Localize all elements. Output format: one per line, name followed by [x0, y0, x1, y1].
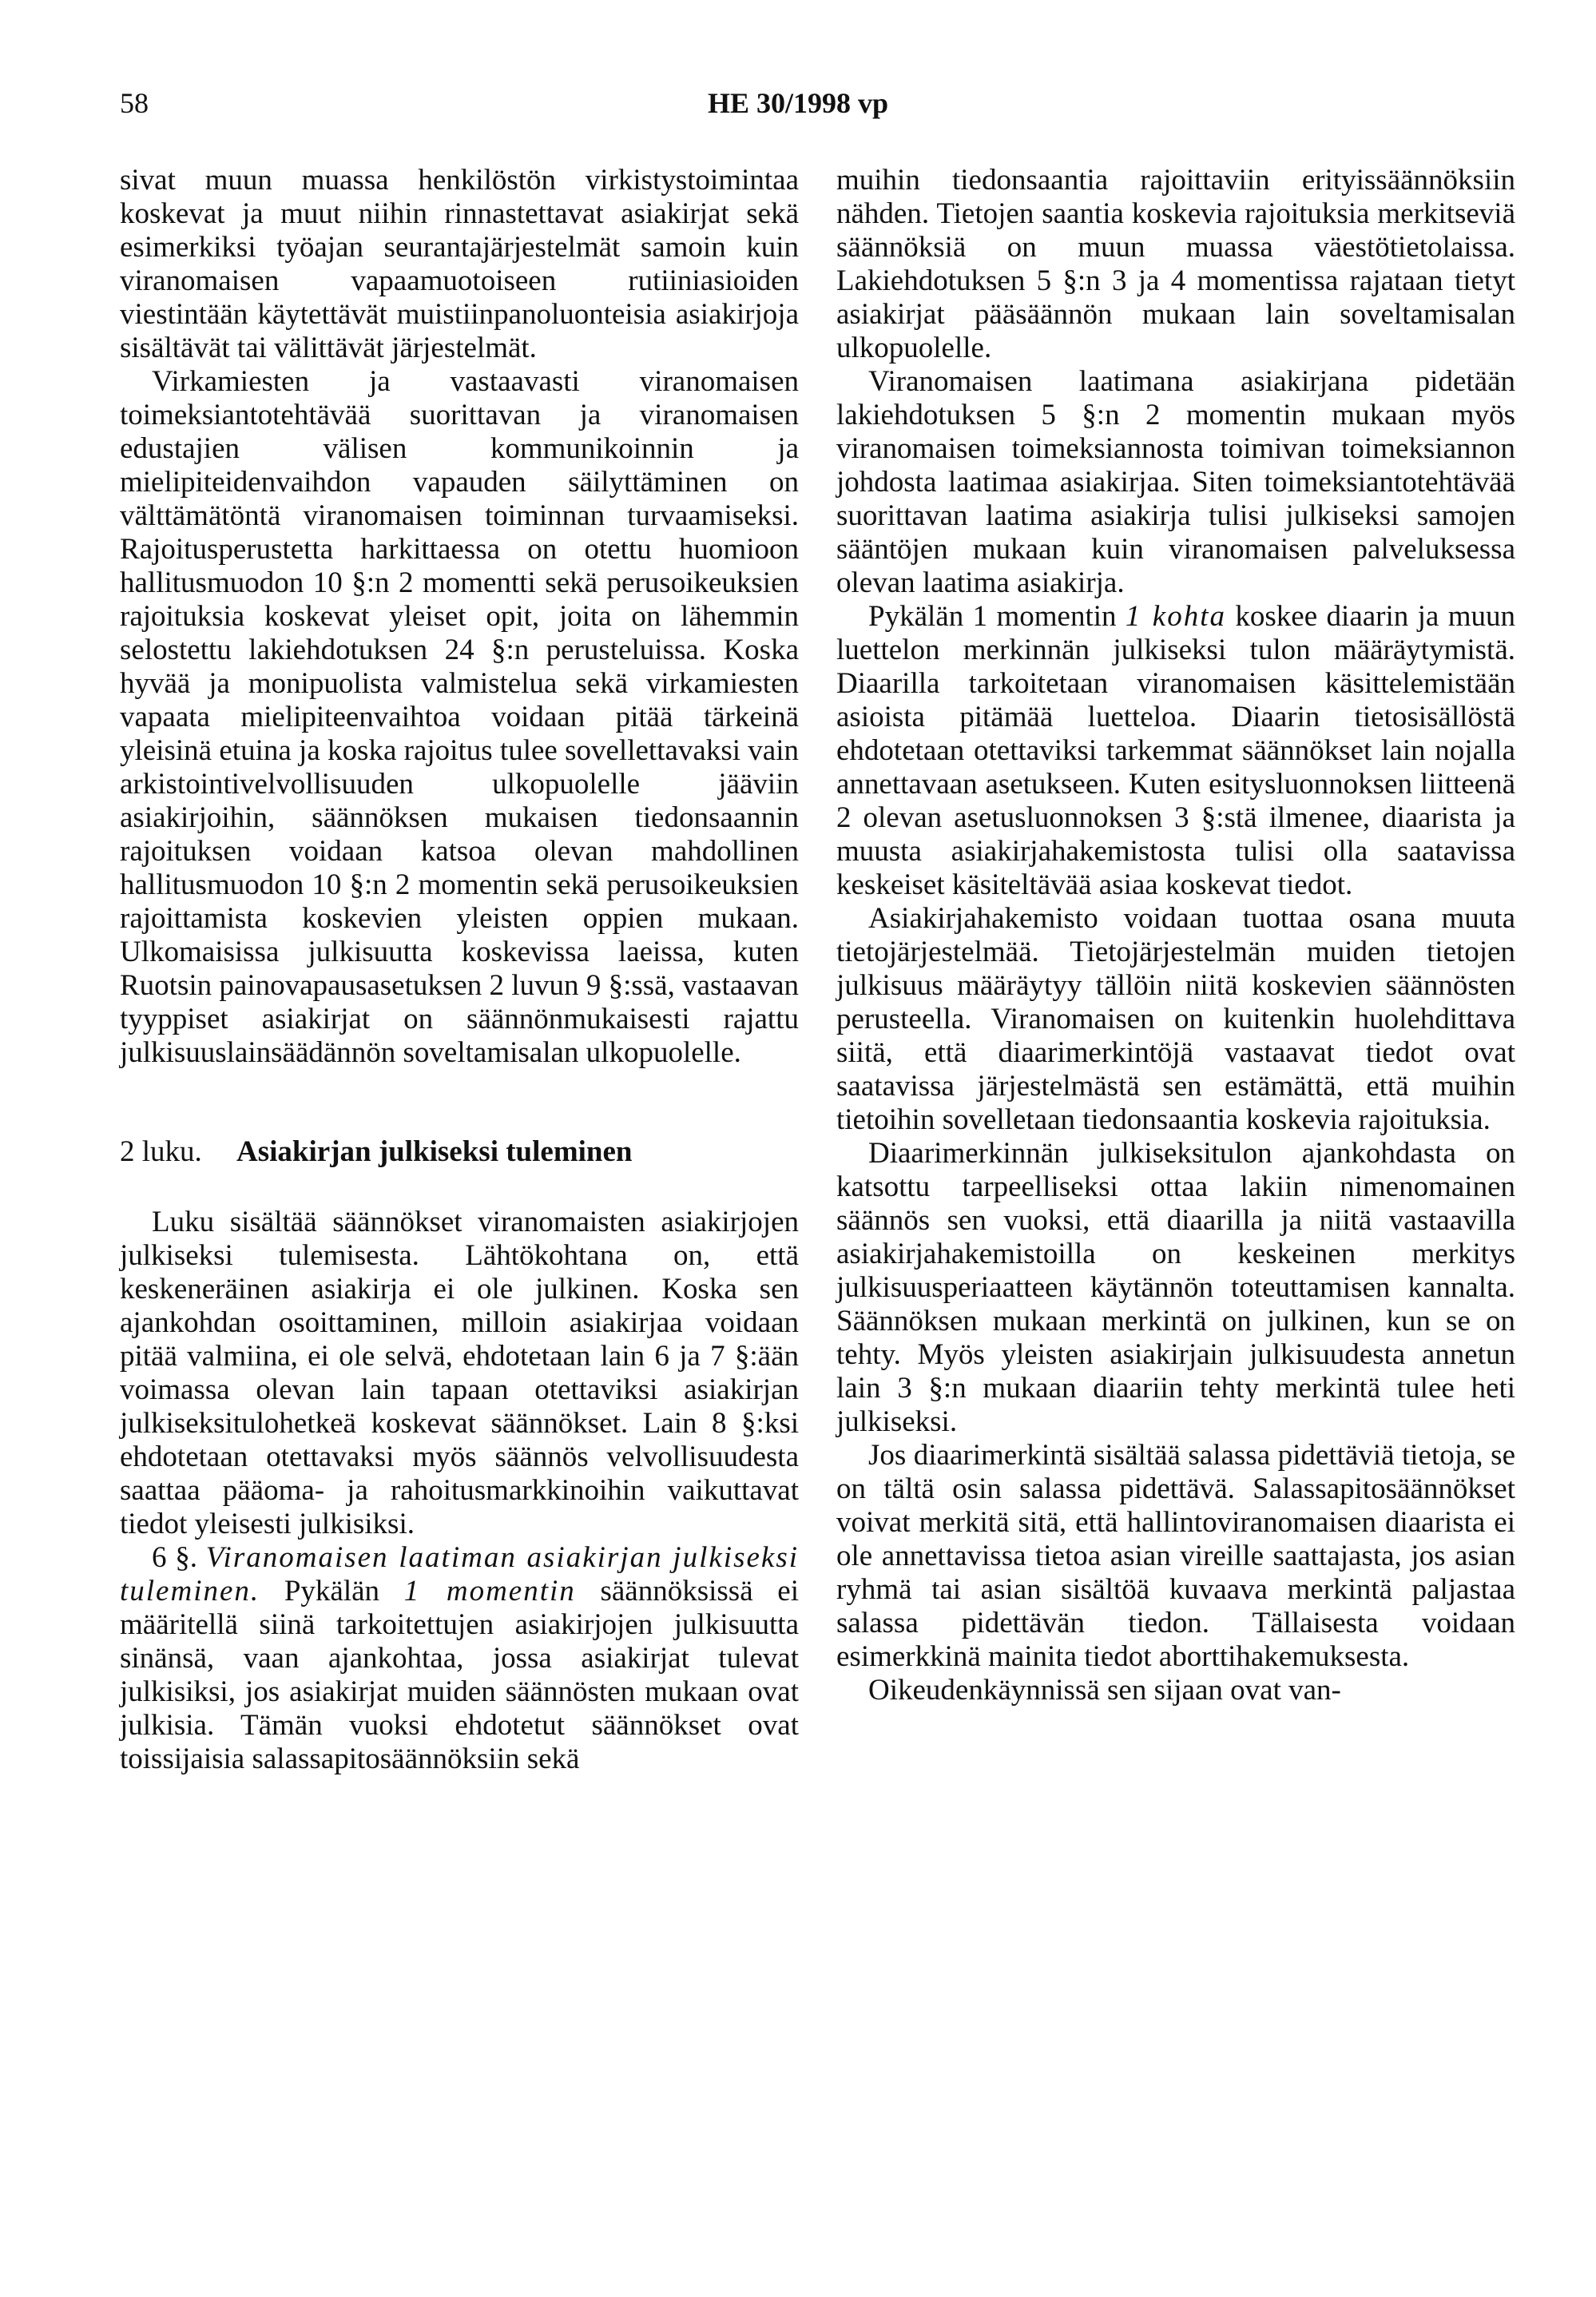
chapter-heading	[120, 1135, 799, 1169]
right-paragraph-2: Viranomaisen laatimana asiakirjana pidetään lakiehdotuksen 5 §:n 2 momentin mukaan myös viranomaisen toimeksiannosta toimivan toimeksiannon johdosta laatimaa asiakirjaa. Siten toimeksiantotehtävää suorittavan laatima asiakirja tulisi julkiseksi samojen sääntöjen mukaan kuin viranomaisen palveluksessa olevan laatima asiakirja.	[836, 365, 1515, 599]
right-column	[836, 164, 1515, 1707]
left-column	[120, 164, 799, 1776]
right-paragraph-1: muihin tiedonsaantia rajoittaviin erityissäännöksiin nähden. Tietojen saantia koskevia rajoituksia merkitseviä säännöksiä on muun muassa väestötietolaissa. Lakiehdotuksen 5 §:n 3 ja 4 momentissa rajataan tietyt asiakirjat pääsäännön mukaan lain soveltamisalan ulkopuolelle.	[836, 164, 1515, 364]
left-paragraph-4	[120, 1541, 799, 1776]
kohta-reference: 1 kohta	[1125, 600, 1227, 633]
right-paragraph-5: Diaarimerkinnän julkiseksitulon ajankohdasta on katsottu tarpeelliseksi ottaa lakiin nimenomainen säännös sen vuoksi, että diaarilla ja niitä vastaavilla asiakirjahakemistoilla on keskeinen merkitys julkisuusperiaatteen käytännön toteuttamisen kannalta. Säännöksen mukaan merkintä on julkinen, kun se on tehty. Myös yleisten asiakirjain julkisuudesta annetun lain 3 §:n mukaan diaariin tehty merkintä tulee heti julkiseksi.	[836, 1137, 1515, 1438]
section-title: Viranomaisen laatiman asiakirjan julkiseksi tuleminen.	[120, 1541, 799, 1608]
right-p3-text-c: koskee diaarin ja muun luettelon merkinnän julkiseksi tulon määräytymistä. Diaarilla tarkoitetaan viranomaisen käsittelemistään asioista pitämää luetteloa. Diaarin tietosisällöstä ehdotetaan otettaviksi tarkemmat säännökset lain nojalla annettavaan asetukseen. Kuten esitysluonnoksen liitteenä 2 olevan asetusluonnoksen 3 §:stä ilmenee, diaarista ja muusta asiakirjahakemistosta tulisi olla saatavissa keskeiset käsiteltävää asiaa koskevat tiedot.	[836, 600, 1516, 901]
section-lead: 6 §.	[152, 1541, 197, 1574]
right-paragraph-7: Oikeudenkäynnissä sen sijaan ovat van-	[868, 1674, 1341, 1707]
right-p3-text-a: Pykälän 1 momentin	[868, 600, 1117, 633]
right-paragraph-3	[836, 600, 1515, 902]
left-paragraph-1: sivat muun muassa henkilöstön virkistystoimintaa koskevat ja muut niihin rinnastettavat asiakirjat sekä esimerkiksi työajan seurantajärjestelmät samoin kuin viranomaisen vapaamuotoiseen rutiiniasioiden viestintään käytettävät muistiinpanoluonteisia asiakirjoja sisältävät tai välittävät järjestelmät.	[120, 164, 799, 364]
right-paragraph-4: Asiakirjahakemisto voidaan tuottaa osana muuta tietojärjestelmää. Tietojärjestelmän muiden tietojen julkisuus määräytyy tällöin niitä koskevien säännösten perusteella. Viranomaisen on kuitenkin huolehdittava siitä, että diaarimerkintöjä vastaavat tiedot ovat saatavissa järjestelmästä sen estämättä, että muihin tietoihin sovelletaan tiedonsaantia koskevia rajoituksia.	[836, 902, 1515, 1136]
page-number: 58	[120, 87, 149, 119]
left-paragraph-3: Luku sisältää säännökset viranomaisten asiakirjojen julkiseksi tulemisesta. Lähtökohtana on, että keskeneräinen asiakirja ei ole julkinen. Koska sen ajankohdan osoittaminen, milloin asiakirjaa voidaan pitää valmiina, ei ole selvä, ehdotetaan lain 6 ja 7 §:ään voimassa olevan lain tapaan otettaviksi asiakirjan julkiseksitulohetkeä koskevat säännökset. Lain 8 §:ksi ehdotetaan otettavaksi myös säännös velvollisuudesta saattaa pääoma- ja rahoitusmarkkinoihin vaikuttavat tiedot yleisesti julkisiksi.	[120, 1206, 799, 1540]
chapter-number: 2 luku.	[120, 1135, 202, 1168]
left-p4-text-c: säännöksissä ei määritellä siinä tarkoitettujen asiakirjojen julkisuutta sinänsä, vaan ajankohtaa, jossa asiakirjat tulevat julkisiksi, jos asiakirjat muiden säännösten mukaan ovat julkisia. Tämän vuoksi ehdotetut säännökset ovat toissijaisia salassapitosäännöksiin sekä	[120, 1575, 799, 1775]
running-head: HE 30/1998 vp	[707, 87, 889, 119]
left-p4-text-a: Pykälän	[284, 1575, 380, 1608]
chapter-title: Asiakirjan julkiseksi tuleminen	[236, 1135, 633, 1168]
momentti-reference: 1 momentin	[403, 1575, 576, 1608]
left-paragraph-2: Virkamiesten ja vastaavasti viranomaisen toimeksiantotehtävää suorittavan ja viranomaisen edustajien välisen kommunikoinnin ja mielipiteidenvaihdon vapauden säilyttäminen on välttämätöntä viranomaisen toiminnan turvaamiseksi. Rajoitusperustetta harkittaessa on otettu huomioon hallitusmuodon 10 §:n 2 momentti sekä perusoikeuksien rajoituksia koskevat yleiset opit, joita on lähemmin selostettu lakiehdotuksen 24 §:n perusteluissa. Koska hyvää ja monipuolista valmistelua sekä virkamiesten vapaata mielipiteenvaihtoa voidaan pitää tärkeinä yleisinä etuina ja koska rajoitus tulee sovellettavaksi vain arkistointivelvollisuuden ulkopuolelle jääviin asiakirjoihin, säännöksen mukaisen tiedonsaannin rajoituksen voidaan katsoa olevan mahdollinen hallitusmuodon 10 §:n 2 momentin sekä perusoikeuksien rajoittamista koskevien yleisten oppien mukaan. Ulkomaisissa julkisuutta koskevissa laeissa, kuten Ruotsin painovapausasetuksen 2 luvun 9 §:ssä, vastaavan tyyppiset asiakirjat on säännönmukaisesti rajattu julkisuuslainsäädännön soveltamisalan ulkopuolelle.	[120, 365, 799, 1069]
right-paragraph-6: Jos diaarimerkintä sisältää salassa pidettäviä tietoja, se on tältä osin salassa pidettävä. Salassapitosäännökset voivat merkitä sitä, että hallintoviranomaisen diaarista ei ole annettavissa tietoa asian vireille saattajasta, jos asian ryhmä tai asian sisältöä kuvaava merkintä paljastaa salassa pidettävän tiedon. Tällaisesta voidaan esimerkkinä mainita tiedot aborttihakemuksesta.	[836, 1439, 1515, 1673]
